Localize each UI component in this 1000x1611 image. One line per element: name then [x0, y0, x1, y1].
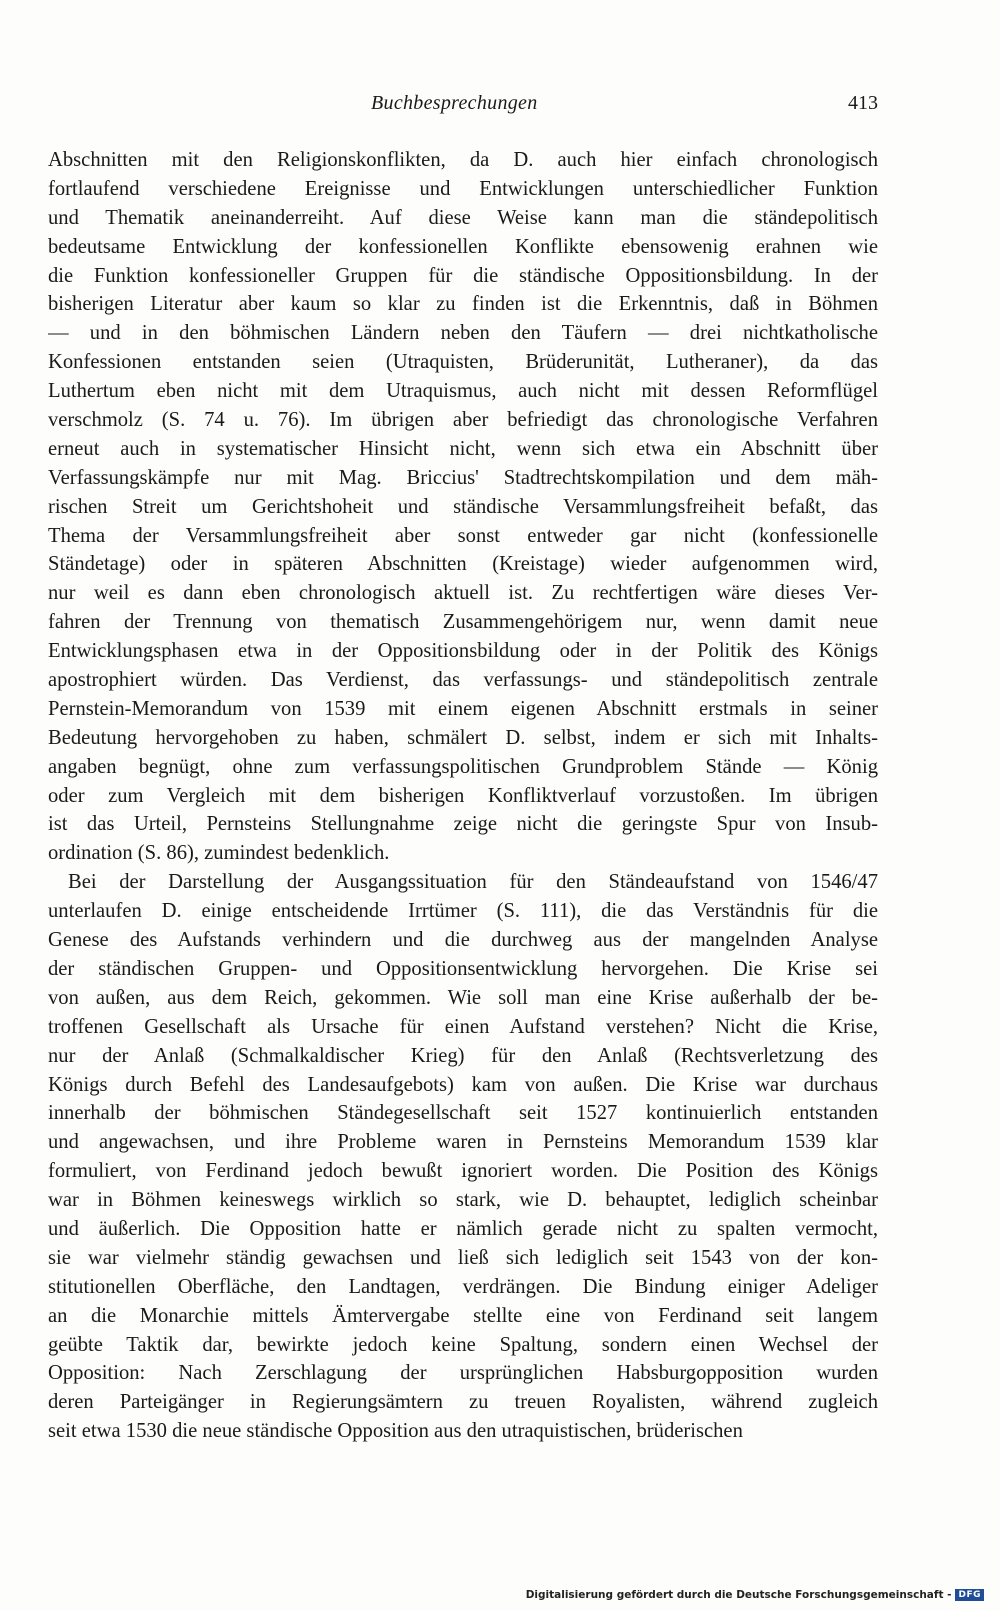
text-line: apostrophiert würden. Das Verdienst, das verfassungs- und ständepolitisch zentrale [48, 669, 878, 692]
text-line: nur weil es dann eben chronologisch aktuell ist. Zu rechtfertigen wäre dieses Ver- [48, 582, 878, 605]
text-line: Ständetage) oder in späteren Abschnitten (Kreistage) wieder aufgenommen wird, [48, 553, 878, 576]
text-line: Pernstein-Memorandum von 1539 mit einem eigenen Abschnitt erstmals in seiner [48, 697, 878, 720]
text-line: fahren der Trennung von thematisch Zusammengehörigem nur, wenn damit neue [48, 611, 878, 634]
text-line: Bei der Darstellung der Ausgangssituation für den Ständeaufstand von 1546/47 [68, 871, 878, 894]
text-line: angaben begnügt, ohne zum verfassungspolitischen Grundproblem Stände — König [48, 755, 878, 778]
text-line: bisherigen Literatur aber kaum so klar zu finden ist die Erkenntnis, daß in Böhmen [48, 293, 878, 316]
page-number: 413 [848, 92, 878, 114]
text-line: unterlaufen D. einige entscheidende Irrtümer (S. 111), die das Verständnis für die [48, 900, 878, 923]
running-head [48, 92, 878, 120]
text-line: bedeutsame Entwicklung der konfessionellen Konflikte ebensowenig erahnen wie [48, 235, 878, 258]
paragraph [48, 146, 878, 868]
body-text [48, 146, 878, 1446]
text-line: Entwicklungsphasen etwa in der Oppositionsbildung oder in der Politik des Königs [48, 640, 878, 663]
text-line: ordination (S. 86), zumindest bedenklich. [48, 842, 390, 865]
running-title: Buchbesprechungen [371, 92, 538, 114]
text-line: rischen Streit um Gerichtshoheit und ständische Versammlungsfreiheit befaßt, das [48, 495, 878, 518]
text-line: Konfessionen entstanden seien (Utraquisten, Brüderunität, Lutheraner), da das [48, 351, 878, 374]
text-line: fortlaufend verschiedene Ereignisse und Entwicklungen unterschiedlicher Funktion [48, 177, 878, 200]
text-line: Luthertum eben nicht mit dem Utraquismus, auch nicht mit dessen Reformflügel [48, 380, 878, 403]
dfg-logo: DFG [955, 1589, 984, 1601]
text-line: war in Böhmen keineswegs wirklich so stark, wie D. behauptet, lediglich scheinbar [48, 1189, 878, 1212]
text-line: — und in den böhmischen Ländern neben den Täufern — drei nichtkatholische [48, 322, 878, 345]
digitization-footer [526, 1589, 984, 1601]
footer-credit-text: Digitalisierung gefördert durch die Deutsche Forschungsgemeinschaft - [525, 1589, 952, 1601]
text-line: erneut auch in systematischer Hinsicht nicht, wenn sich etwa ein Abschnitt über [48, 437, 878, 460]
text-line: oder zum Vergleich mit dem bisherigen Konfliktverlauf vorzustoßen. Im übrigen [48, 784, 878, 807]
text-line: innerhalb der böhmischen Ständegesellschaft seit 1527 kontinuierlich entstanden [48, 1102, 878, 1125]
text-line: Genese des Aufstands verhindern und die durchweg aus der mangelnden Analyse [48, 929, 878, 952]
text-line: nur der Anlaß (Schmalkaldischer Krieg) für den Anlaß (Rechtsverletzung des [48, 1044, 878, 1067]
text-line: Abschnitten mit den Religionskonflikten, da D. auch hier einfach chronologisch [48, 149, 878, 171]
text-line: Verfassungskämpfe nur mit Mag. Briccius' Stadtrechtskompilation und dem mäh- [48, 466, 878, 489]
text-line: und angewachsen, und ihre Probleme waren in Pernsteins Memorandum 1539 klar [48, 1131, 878, 1154]
text-line: formuliert, von Ferdinand jedoch bewußt ignoriert worden. Die Position des Königs [48, 1160, 878, 1183]
text-line: Thema der Versammlungsfreiheit aber sonst entweder gar nicht (konfessionelle [48, 524, 878, 547]
text-line: die Funktion konfessioneller Gruppen für die ständische Oppositionsbildung. In der [48, 264, 878, 287]
text-line: seit etwa 1530 die neue ständische Opposition aus den utraquistischen, brüderischen [48, 1420, 743, 1443]
text-line: troffenen Gesellschaft als Ursache für einen Aufstand verstehen? Nicht die Krise, [48, 1015, 878, 1038]
text-line: Bedeutung hervorgehoben zu haben, schmälert D. selbst, indem er sich mit Inhalts- [48, 726, 878, 749]
text-line: sie war vielmehr ständig gewachsen und ließ sich lediglich seit 1543 von der kon- [48, 1246, 878, 1269]
text-line: ist das Urteil, Pernsteins Stellungnahme zeige nicht die geringste Spur von Insub- [48, 813, 878, 836]
paragraph [48, 868, 878, 1446]
text-line: verschmolz (S. 74 u. 76). Im übrigen aber befriedigt das chronologische Verfahren [48, 409, 878, 432]
text-line: Königs durch Befehl des Landesaufgebots) kam von außen. Die Krise war durchaus [48, 1073, 878, 1096]
text-line: deren Parteigänger in Regierungsämtern zu treuen Royalisten, während zugleich [48, 1391, 878, 1414]
text-line: Opposition: Nach Zerschlagung der ursprünglichen Habsburgopposition wurden [48, 1362, 878, 1385]
text-line: der ständischen Gruppen- und Oppositionsentwicklung hervorgehen. Die Krise sei [48, 957, 878, 980]
text-line: und Thematik aneinanderreiht. Auf diese Weise kann man die ständepolitisch [48, 206, 878, 229]
text-line: von außen, aus dem Reich, gekommen. Wie soll man eine Krise außerhalb der be- [48, 986, 878, 1009]
text-line: geübte Taktik dar, bewirkte jedoch keine Spaltung, sondern einen Wechsel der [48, 1333, 878, 1356]
text-line: an die Monarchie mittels Ämtervergabe stellte eine von Ferdinand seit langem [48, 1304, 878, 1327]
text-line: und äußerlich. Die Opposition hatte er nämlich gerade nicht zu spalten vermocht, [48, 1217, 878, 1240]
text-line: stitutionellen Oberfläche, den Landtagen, verdrängen. Die Bindung einiger Adeliger [48, 1275, 878, 1298]
